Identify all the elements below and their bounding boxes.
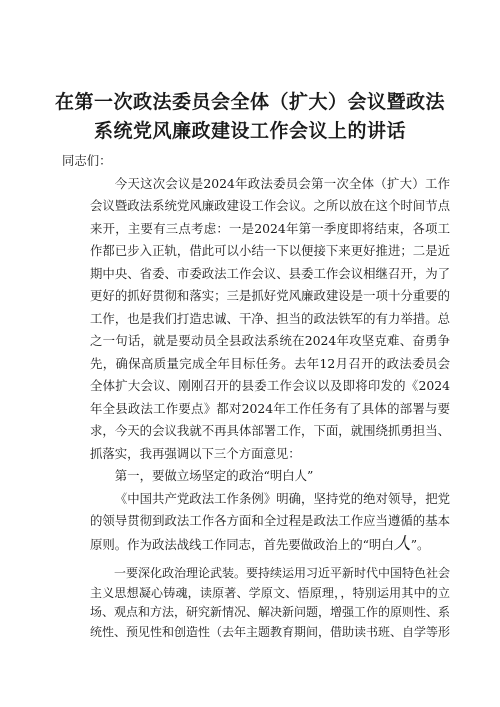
- handwritten-character: 人: [393, 533, 411, 554]
- paragraph-regulation: [90, 488, 450, 557]
- document-title-line-2: 系统党风廉政建设工作会议上的讲话: [93, 120, 406, 142]
- section-heading-1: 第一，要做立场坚定的政治“明白人”: [114, 468, 314, 483]
- paragraph-regulation-text: 《中国共产党政法工作条例》明确，坚持党的绝对领导，把党的领导贯彻到政法工作各方面和全过程是政法工作应当遵循的基本原则。作为政法战线工作同志，首先要做政治上的“明白: [90, 490, 450, 552]
- document-body: [62, 150, 451, 642]
- paragraph-theory: 一要深化政治理论武装。要持续运用习近平新时代中国特色社会主义思想凝心铸魂，读原著、学原文、悟原理，，特别运用其中的立场、观点和方法，研究新情况、解决新问题，增强工作的原则性、系统性、预见性和创造性（去年主题教育期间，借助读书班、自学等形: [90, 566, 451, 639]
- salutation: 同志们：: [62, 153, 112, 168]
- paragraph-intro: 今天这次会议是2024年政法委员会第一次全体（扩大）工作会议暨政法系统党风廉政建设工作会议。之所以放在这个时间节点来开，主要有三点考虑：一是2024年第一季度即将结束，各项工作都已步入正轨，借此可以小结一下以便接下来更好推进；二是近期中央、省委、市委政法工作会议、县委工作会议相继召开，为了更好的抓好贯彻和落实；三是抓好党风廉政建设是一项十分重要的工作，也是我们打造忠诚、干净、担当的政法铁军的有力举措。总之一句话，就是要动员全县政法系统在2024年攻坚克难、奋勇争先，确保高质量完成全年目标任务。去年12月召开的政法委员会全体扩大会议、刚刚召开的县委工作会议以及即将印发的《2024年全县政法工作要点》都对2024年工作任务有了具体的部署与要求，今天的会议我就不再具体部署工作，下面，就围绕抓勇担当、抓落实，我再强调以下三个方面意见：: [90, 175, 450, 461]
- paragraph-regulation-end: ”。: [410, 536, 430, 552]
- document-title-line-1: 在第一次政法委员会全体（扩大）会议暨政法: [54, 91, 445, 113]
